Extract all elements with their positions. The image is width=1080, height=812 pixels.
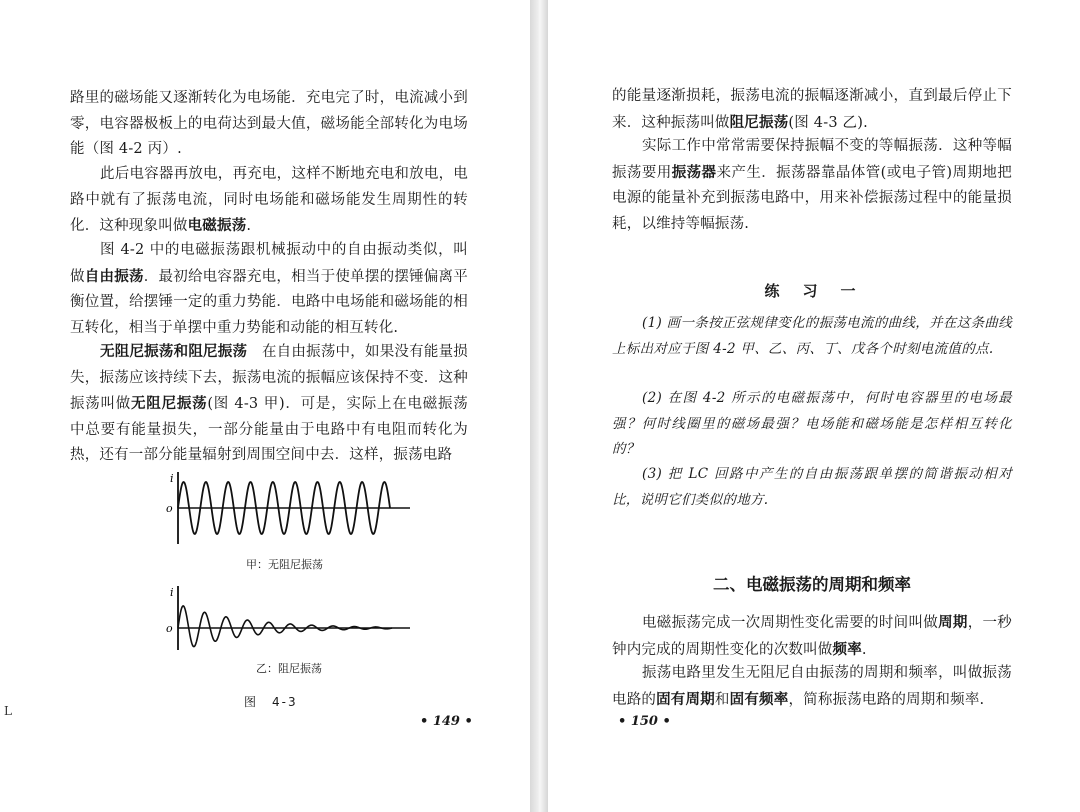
term-undamped-oscillation: 无阻尼振荡: [131, 395, 208, 412]
section-title: 二、电磁振荡的周期和频率: [713, 575, 911, 594]
exercise-2: (2) 在图 4-2 所示的电磁振荡中，何时电容器里的电场最强？何时线圈里的磁场最强？电场能和磁场能是怎样相互转化的？: [612, 390, 1012, 457]
paragraph-3: [70, 238, 468, 341]
paragraph-text: 的能量逐渐损耗，振荡电流的振幅逐渐减小，直到最后停止下来．这种振荡叫做: [612, 88, 1012, 131]
figure-damped-oscillation: [160, 584, 420, 654]
paragraph-text: 图 4-2 中的电磁振荡跟机械振动中的自由振动类似，叫做: [70, 242, 468, 285]
paragraph-text: ．最初给电容器充电，相当于使单摆的摆锤偏离平衡位置，给摆锤一定的重力势能．电路中电场能和磁场能的相互转化，相当于单摆中重力势能和动能的相互转化.: [70, 268, 468, 336]
term-damped-oscillation: 阻尼振荡: [729, 113, 789, 131]
page-number-150: • 150 •: [618, 714, 671, 729]
damped-wave: [178, 606, 392, 647]
paragraph-text: (图 4-3 甲)．可是，实际上在电磁振荡中总要有能量损失，一部分能量由于电路中有电阻而转化为热，还有一部分能量辐射到周围空间中去．这样，振荡电路: [70, 396, 468, 463]
exercise-1: (1) 画一条按正弦规律变化的振荡电流的曲线，并在这条曲线上标出对应于图 4-2 甲、乙、丙、丁、戊各个时刻电流值的点.: [612, 315, 1012, 357]
paragraph-text: .: [246, 218, 252, 234]
paragraph-text: .: [861, 641, 867, 658]
caption-damped: 乙：阻尼振荡: [256, 662, 322, 675]
term-electromagnetic-oscillation: 电磁振荡: [187, 217, 247, 234]
paragraph-2: [70, 162, 468, 240]
paragraph-3: [612, 610, 1012, 663]
margin-mark: L: [4, 704, 12, 718]
paragraph-4: [70, 339, 468, 469]
figure-undamped-oscillation: [160, 468, 420, 548]
exercise-title: 练 习 一: [764, 282, 860, 300]
term-natural-frequency: 固有频率: [729, 690, 789, 708]
term-natural-period: 固有周期: [656, 690, 715, 708]
axis-label-i: i: [170, 472, 174, 485]
figure-title: 图 4-3: [244, 695, 298, 709]
paragraph-text: 路里的磁场能又逐渐转化为电场能．充电完了时，电流减小到零，电容器极板上的电荷达到最大值，磁场能全部转化为电场能（图 4-2 丙）.: [70, 90, 468, 157]
axis-label-o: o: [166, 502, 173, 515]
paragraph-text: 在自由振荡中，如果没有能量损失，振荡应该持续下去，振荡电流的振幅应该保持不变．这种振荡叫做: [70, 344, 469, 412]
axis-label-o: o: [166, 622, 173, 635]
term-free-oscillation: 自由振荡: [84, 267, 144, 285]
paragraph-1: [612, 84, 1012, 136]
paragraph-text: 此后电容器再放电，再充电，这样不断地充电和放电，电路中就有了振荡电流，同时电场能和磁场能发生周期性的转化．这种现象叫做: [70, 166, 468, 234]
paragraph-text: 来产生．振荡器靠晶体管(或电子管)周期地把电源的能量补充到振荡电路中，用来补偿振荡过程中的能量损耗，以维持等幅振荡.: [612, 164, 1012, 232]
term-period: 周期: [938, 614, 968, 631]
paragraph-1: [70, 86, 468, 163]
paragraph-text: (图 4-3 乙).: [788, 114, 868, 131]
paragraph-2: [612, 134, 1012, 237]
subheading-undamped-damped: 无阻尼振荡和阻尼振荡: [100, 343, 248, 360]
paragraph-text: ，一秒钟内完成的周期性变化的次数叫做: [612, 615, 1012, 658]
left-page: [0, 0, 530, 812]
paragraph-text: ，简称振荡电路的周期和频率.: [788, 691, 985, 708]
paragraph-text: 振荡电路里发生无阻尼自由振荡的周期和频率，叫做振荡电路的: [612, 665, 1012, 708]
book-gutter: [530, 0, 548, 812]
paragraph-text: 实际工作中常常需要保持振幅不变的等幅振荡．这种等幅振荡要用: [612, 138, 1012, 181]
term-oscillator: 振荡器: [671, 163, 717, 181]
page-number-149: • 149 •: [420, 714, 473, 729]
right-page: [548, 0, 1080, 812]
paragraph-text: 和: [714, 691, 730, 708]
paragraph-4: [612, 661, 1012, 713]
exercise-3: (3) 把 LC 回路中产生的自由振荡跟单摆的简谐振动相对比，说明它们类似的地方.: [612, 466, 1012, 508]
caption-undamped: 甲：无阻尼振荡: [246, 558, 323, 571]
axis-label-i: i: [170, 586, 174, 599]
paragraph-text: 电磁振荡完成一次周期性变化需要的时间叫做: [642, 615, 939, 631]
term-frequency: 频率: [832, 640, 862, 658]
